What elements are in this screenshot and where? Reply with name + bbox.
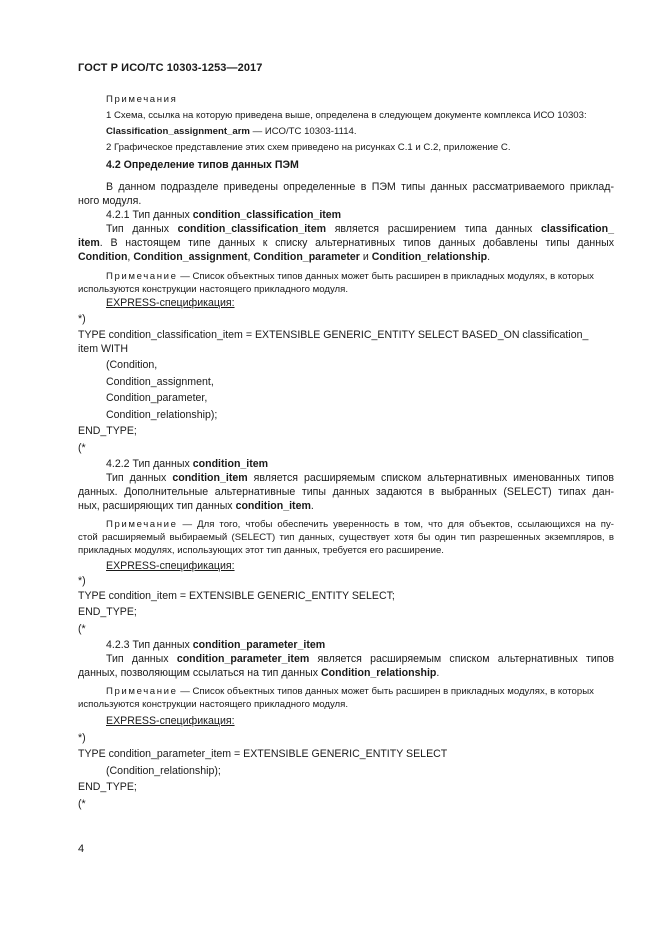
code-line: TYPE condition_classification_item = EXTENSIBLE GENERIC_ENTITY SELECT BASED_ON classification_ — [78, 329, 589, 341]
note-2: 2 Графическое представление этих схем приведено на рисунках C.1 и C.2, приложение C. — [106, 142, 511, 153]
subsection-423-note-line-2: используются конструкции настоящего прикладного модуля. — [78, 699, 348, 710]
code-line: END_TYPE; — [78, 606, 137, 618]
code-line: Condition_parameter, — [106, 392, 208, 404]
subsection-423-note-line-1: Примечание — Список объектных типов данных может быть расширен в прикладных модулях, в которых — [106, 686, 594, 697]
subsection-422-para-line-1: Тип данных condition_item является расширяемым списком альтернативных именованных типов — [106, 472, 615, 484]
subsection-421-para-line-1: Тип данных condition_classification_item является расширением типа данных classification_ — [106, 223, 614, 235]
code-line: TYPE condition_parameter_item = EXTENSIBLE GENERIC_ENTITY SELECT — [78, 748, 448, 760]
subsection-422-para-line-3: ных, расширяющих тип данных condition_item. — [78, 500, 314, 512]
code-line: (* — [78, 623, 86, 635]
subsection-421-note-line-2: используются конструкции настоящего прикладного модуля. — [78, 284, 348, 295]
code-line: END_TYPE; — [78, 425, 137, 437]
subsection-423-heading: 4.2.3 Тип данных condition_parameter_item — [106, 639, 326, 651]
subsection-423-para-line-2: данных, позволяющим ссылаться на тип данных Condition_relationship. — [78, 667, 440, 679]
code-line: TYPE condition_item = EXTENSIBLE GENERIC_ENTITY SELECT; — [78, 590, 395, 602]
code-line: (* — [78, 442, 86, 454]
code-line: (* — [78, 798, 86, 810]
code-line: item WITH — [78, 343, 129, 355]
subsection-422-note-line-3: прикладных модулях, использующих этот тип данных, требуется его расширение. — [78, 545, 444, 556]
subsection-423-express-label: EXPRESS-спецификация: — [106, 715, 235, 727]
section-heading: 4.2 Определение типов данных ПЭМ — [106, 159, 299, 171]
code-line: Condition_relationship); — [106, 409, 218, 421]
section-intro-line-2: ного модуля. — [78, 195, 142, 207]
subsection-421-note-line-1: Примечание — Список объектных типов данных может быть расширен в прикладных модулях, в которых — [106, 271, 594, 282]
subsection-422-express-label: EXPRESS-спецификация: — [106, 560, 235, 572]
code-line: *) — [78, 313, 86, 325]
code-line: (Condition, — [106, 359, 158, 371]
code-line: (Condition_relationship); — [106, 765, 221, 777]
section-intro-line-1: В данном подразделе приведены определенные в ПЭМ типы данных рассматриваемого приклад- — [106, 181, 614, 193]
subsection-422-note-line-1: Примечание — Для того, чтобы обеспечить уверенность в том, что для объектов, ссылающихся на пу- — [106, 519, 614, 530]
page-header: ГОСТ Р ИСО/ТС 10303-1253—2017 — [78, 62, 263, 74]
subsection-421-heading: 4.2.1 Тип данных condition_classification_item — [106, 209, 342, 221]
code-line: *) — [78, 732, 86, 744]
note-1-ref: Classification_assignment_arm — ИСО/ТС 10303-1114. — [106, 126, 357, 137]
code-line: END_TYPE; — [78, 781, 137, 793]
notes-title: Примечания — [106, 94, 178, 105]
code-line: *) — [78, 575, 86, 587]
subsection-422-heading: 4.2.2 Тип данных condition_item — [106, 458, 269, 470]
subsection-421-para-line-2: item. В настоящем типе данных к списку альтернативных типов данных добавлены типы данных — [78, 237, 614, 249]
subsection-422-note-line-2: стой расширяемый выбираемый (SELECT) тип данных, существует хотя бы один тип разрешенных экземпляров, в — [78, 532, 614, 543]
page-number: 4 — [78, 843, 85, 855]
note-1: 1 Схема, ссылка на которую приведена выше, определена в следующем документе комплекса ИСО 10303: — [106, 110, 587, 121]
code-line: Condition_assignment, — [106, 376, 214, 388]
subsection-421-express-label: EXPRESS-спецификация: — [106, 297, 235, 309]
subsection-423-para-line-1: Тип данных condition_parameter_item является расширяемым списком альтернативных типов — [106, 653, 615, 665]
subsection-421-para-line-3: Condition, Condition_assignment, Condition_parameter и Condition_relationship. — [78, 251, 491, 263]
subsection-422-para-line-2: данных. Дополнительные альтернативные типы данных задаются в выбранных (SELECT) типах дан- — [78, 486, 614, 498]
